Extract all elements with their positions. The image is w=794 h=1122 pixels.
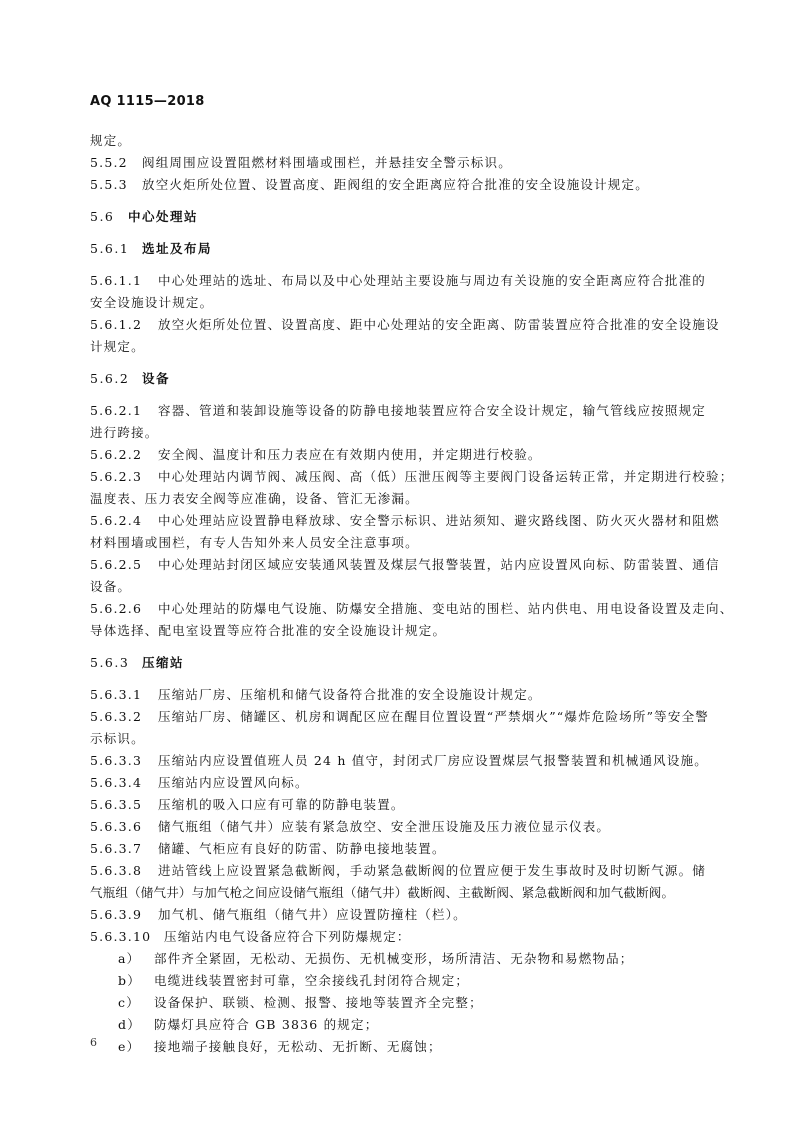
clause-5-6-3-7: 5.6.3.7 储罐、气柜应有良好的防雷、防静电接地装置。 (90, 841, 446, 856)
clause-5-6-2-5: 5.6.2.5 中心处理站封闭区域应安装通风装置及煤层气报警装置，站内应设置风向标、防雷装置、通信 (90, 557, 720, 572)
text-line: 进行跨接。 (90, 425, 159, 440)
text-line: 规定。 (90, 133, 132, 148)
list-item-c: c） 设备保护、联锁、检测、报警、接地等装置齐全完整； (118, 995, 483, 1010)
clause-5-6-2-2: 5.6.2.2 安全阀、温度计和压力表应在有效期内使用，并定期进行校验。 (90, 447, 542, 462)
clause-5-6-3-8: 5.6.3.8 进站管线上应设置紧急截断阀，手动紧急截断阀的位置应便于发生事故时及时切断气源。储 (90, 863, 707, 878)
clause-5-6-3-6: 5.6.3.6 储气瓶组（储气井）应装有紧急放空、安全泄压设施及压力液位显示仪表。 (90, 819, 611, 834)
text-line: 气瓶组（储气井）与加气枪之间应设储气瓶组（储气井）截断阀、主截断阀、紧急截断阀和加气截断阀。 (90, 885, 675, 900)
standard-code-header: AQ 1115—2018 (90, 94, 205, 109)
text-line: 计规定。 (90, 339, 145, 354)
clause-5-6-2-6: 5.6.2.6 中心处理站的防爆电气设施、防爆安全措施、变电站的围栏、站内供电、用电设备设置及走向、 (90, 601, 734, 616)
list-item-e: e） 接地端子接触良好，无松动、无折断、无腐蚀； (118, 1039, 442, 1054)
subsection-heading-5-6-1: 5.6.1 选址及布局 (90, 241, 213, 256)
clause-5-6-3-10: 5.6.3.10 压缩站内电气设备应符合下列防爆规定： (90, 929, 411, 944)
clause-5-6-3-2: 5.6.3.2 压缩站厂房、储罐区、机房和调配区应在醒目位置设置“严禁烟火”“爆炸危险场所”等安全警 (90, 709, 709, 724)
clause-5-6-3-1: 5.6.3.1 压缩站厂房、压缩机和储气设备符合批准的安全设施设计规定。 (90, 687, 542, 702)
text-line: 设备。 (90, 579, 132, 594)
clause-5-6-3-3: 5.6.3.3 压缩站内应设置值班人员 24 h 值守，封闭式厂房应设置煤层气报警装置和机械通风设施。 (90, 753, 708, 768)
text-line: 示标识。 (90, 731, 145, 746)
clause-5-5-3: 5.5.3 放空火炬所处位置、设置高度、距阀组的安全距离应符合批准的安全设施设计规定。 (90, 177, 649, 192)
clause-5-6-3-5: 5.6.3.5 压缩机的吸入口应有可靠的防静电装置。 (90, 797, 405, 812)
page-number: 6 (90, 1036, 97, 1049)
text-line: 温度表、压力表安全阀等应准确，设备、管汇无渗漏。 (90, 491, 419, 506)
list-item-a: a） 部件齐全紧固，无松动、无损伤、无机械变形，场所清洁、无杂物和易燃物品； (118, 951, 634, 966)
document-body (90, 130, 734, 1058)
clause-5-6-2-4: 5.6.2.4 中心处理站应设置静电释放球、安全警示标识、进站须知、避灾路线图、防火灭火器材和阻燃 (90, 513, 720, 528)
clause-5-6-3-4: 5.6.3.4 压缩站内应设置风向标。 (90, 775, 309, 790)
text-line: 安全设施设计规定。 (90, 295, 214, 310)
clause-5-6-3-9: 5.6.3.9 加气机、储气瓶组（储气井）应设置防撞柱（栏）。 (90, 907, 467, 922)
section-heading-5-6: 5.6 中心处理站 (90, 209, 199, 224)
subsection-heading-5-6-3: 5.6.3 压缩站 (90, 655, 185, 670)
text-line: 材料围墙或围栏，有专人告知外来人员安全注意事项。 (90, 535, 419, 550)
clause-5-6-2-3: 5.6.2.3 中心处理站内调节阀、减压阀、高（低）压泄压阀等主要阀门设备运转正常，并定期进行校验； (90, 469, 734, 484)
clause-5-6-1-2: 5.6.1.2 放空火炬所处位置、设置高度、距中心处理站的安全距离、防雷装置应符合批准的安全设施设 (90, 317, 720, 332)
clause-5-6-1-1: 5.6.1.1 中心处理站的选址、布局以及中心处理站主要设施与周边有关设施的安全距离应符合批准的 (90, 273, 707, 288)
list-item-b: b） 电缆进线装置密封可靠，空余接线孔封闭符合规定； (118, 973, 470, 988)
text-line: 导体选择、配电室设置等应符合批准的安全设施设计规定。 (90, 623, 447, 638)
list-item-d: d） 防爆灯具应符合 GB 3836 的规定； (118, 1017, 379, 1032)
clause-5-5-2: 5.5.2 阀组周围应设置阻燃材料围墙或围栏，并悬挂安全警示标识。 (90, 155, 512, 170)
clause-5-6-2-1: 5.6.2.1 容器、管道和装卸设施等设备的防静电接地装置应符合安全设计规定，输气管线应按照规定 (90, 403, 707, 418)
subsection-heading-5-6-2: 5.6.2 设备 (90, 371, 171, 386)
